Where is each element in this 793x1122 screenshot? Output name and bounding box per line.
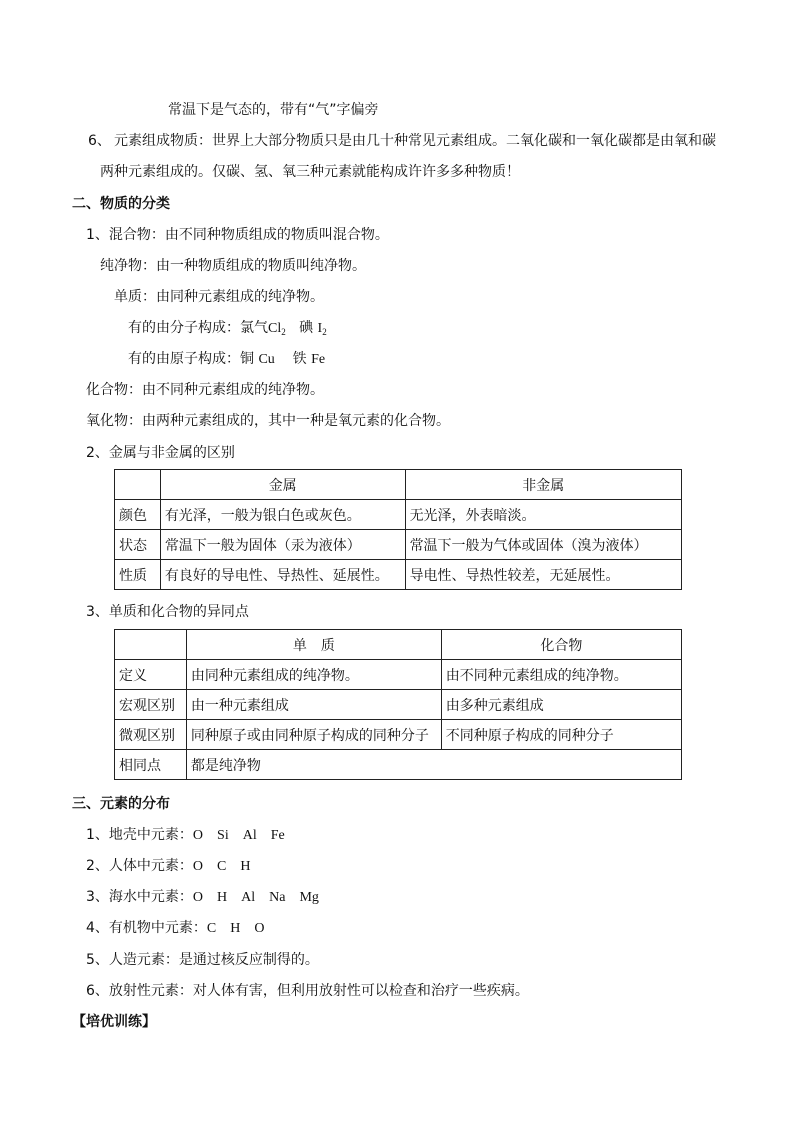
table-cell: 性质 bbox=[115, 560, 161, 590]
table-cell: 有良好的导电性、导热性、延展性。 bbox=[160, 560, 405, 590]
table-cell: 不同种原子构成的同种分子 bbox=[441, 720, 681, 750]
section-2-heading: 二、物质的分类 bbox=[72, 196, 170, 212]
table-row bbox=[115, 470, 682, 500]
mixture-definition: 1、混合物：由不同种物质组成的物质叫混合物。 bbox=[86, 227, 389, 243]
list-item-label: 2、人体中元素： bbox=[86, 858, 193, 874]
metal-nonmetal-table bbox=[114, 469, 682, 590]
table-row bbox=[115, 720, 682, 750]
element-substance-definition: 单质：由同种元素组成的纯净物。 bbox=[114, 289, 324, 305]
table-cell: 颜色 bbox=[115, 500, 161, 530]
list-item-label: 6、放射性元素： bbox=[86, 983, 193, 999]
compound-definition: 化合物：由不同种元素组成的纯净物。 bbox=[86, 382, 324, 398]
copper-symbol: Cu bbox=[258, 352, 275, 367]
list-item bbox=[86, 887, 319, 908]
pure-substance-definition: 纯净物：由一种物质组成的物质叫纯净物。 bbox=[100, 258, 366, 274]
iodine-subscript: 2 bbox=[322, 327, 327, 337]
compare-table-title: 3、单质和化合物的异同点 bbox=[86, 604, 249, 620]
table-cell bbox=[115, 470, 161, 500]
table-cell: 由同种元素组成的纯净物。 bbox=[186, 660, 441, 690]
table-cell: 宏观区别 bbox=[115, 690, 187, 720]
list-item bbox=[86, 856, 250, 877]
molecule-prefix: 有的由分子构成：氯气 bbox=[128, 320, 268, 336]
table-row bbox=[115, 690, 682, 720]
table-cell: 都是纯净物 bbox=[186, 750, 681, 780]
table-cell: 有光泽，一般为银白色或灰色。 bbox=[160, 500, 405, 530]
iron-symbol: Fe bbox=[311, 352, 326, 367]
chlorine-symbol: Cl bbox=[268, 321, 282, 336]
table-cell: 常温下一般为固体（汞为液体） bbox=[160, 530, 405, 560]
item-6-text-line2: 两种元素组成的。仅碳、氢、氧三种元素就能构成许许多多种物质！ bbox=[100, 164, 520, 180]
table-cell: 同种原子或由同种原子构成的同种分子 bbox=[186, 720, 441, 750]
list-item-value: O H Al Na Mg bbox=[192, 890, 319, 905]
list-item-value: O Si Al Fe bbox=[192, 828, 285, 843]
atom-prefix: 有的由原子构成：铜 bbox=[128, 351, 254, 367]
table-row bbox=[115, 530, 682, 560]
table-header-cell: 单 质 bbox=[186, 630, 441, 660]
list-item-label: 5、人造元素： bbox=[86, 952, 179, 968]
table-cell: 微观区别 bbox=[115, 720, 187, 750]
table-cell: 导电性、导热性较差，无延展性。 bbox=[405, 560, 681, 590]
list-item-value: C H O bbox=[206, 921, 265, 936]
table-cell: 由多种元素组成 bbox=[441, 690, 681, 720]
table-cell: 无光泽，外表暗淡。 bbox=[405, 500, 681, 530]
list-item bbox=[86, 918, 264, 939]
table-cell bbox=[115, 630, 187, 660]
list-item-label: 1、地壳中元素： bbox=[86, 827, 193, 843]
table-cell: 常温下一般为气体或固体（溴为液体） bbox=[405, 530, 681, 560]
table-row bbox=[115, 750, 682, 780]
list-item-label: 4、有机物中元素： bbox=[86, 920, 207, 936]
atom-examples bbox=[128, 349, 325, 370]
section-3-heading: 三、元素的分布 bbox=[72, 796, 170, 812]
table-cell: 相同点 bbox=[115, 750, 187, 780]
table-row bbox=[115, 500, 682, 530]
chlorine-subscript: 2 bbox=[281, 327, 286, 337]
list-item bbox=[86, 950, 319, 970]
molecule-examples bbox=[128, 318, 327, 339]
element-compound-table bbox=[114, 629, 682, 780]
iodine-symbol: I bbox=[317, 321, 323, 336]
table-row bbox=[115, 660, 682, 690]
table-header-cell: 非金属 bbox=[405, 470, 681, 500]
table-cell: 由一种元素组成 bbox=[186, 690, 441, 720]
list-item bbox=[86, 981, 529, 1001]
training-heading: 【培优训练】 bbox=[72, 1014, 156, 1030]
iron-label: 铁 bbox=[292, 351, 307, 367]
oxide-definition: 氧化物：由两种元素组成的，其中一种是氧元素的化合物。 bbox=[86, 413, 450, 429]
metal-table-title: 2、金属与非金属的区别 bbox=[86, 445, 235, 461]
item-6-label: 6、 bbox=[88, 133, 111, 149]
table-header-cell: 化合物 bbox=[441, 630, 681, 660]
list-item bbox=[86, 825, 285, 846]
iodine-label: 碘 bbox=[299, 320, 314, 336]
table-cell: 由不同种元素组成的纯净物。 bbox=[441, 660, 681, 690]
table-row bbox=[115, 630, 682, 660]
list-item-value: O C H bbox=[192, 859, 251, 874]
table-row bbox=[115, 560, 682, 590]
table-cell: 定义 bbox=[115, 660, 187, 690]
list-item-label: 3、海水中元素： bbox=[86, 889, 193, 905]
list-item-value: 是通过核反应制得的。 bbox=[178, 952, 319, 968]
table-header-cell: 金属 bbox=[160, 470, 405, 500]
table-cell: 状态 bbox=[115, 530, 161, 560]
list-item-value: 对人体有害，但利用放射性可以检查和治疗一些疾病。 bbox=[192, 983, 529, 999]
gas-radical-note: 常温下是气态的，带有“气”字偏旁 bbox=[168, 102, 379, 118]
item-6-text-line1: 元素组成物质：世界上大部分物质只是由几十种常见元素组成。二氧化碳和一氧化碳都是由氧和碳 bbox=[114, 133, 716, 149]
